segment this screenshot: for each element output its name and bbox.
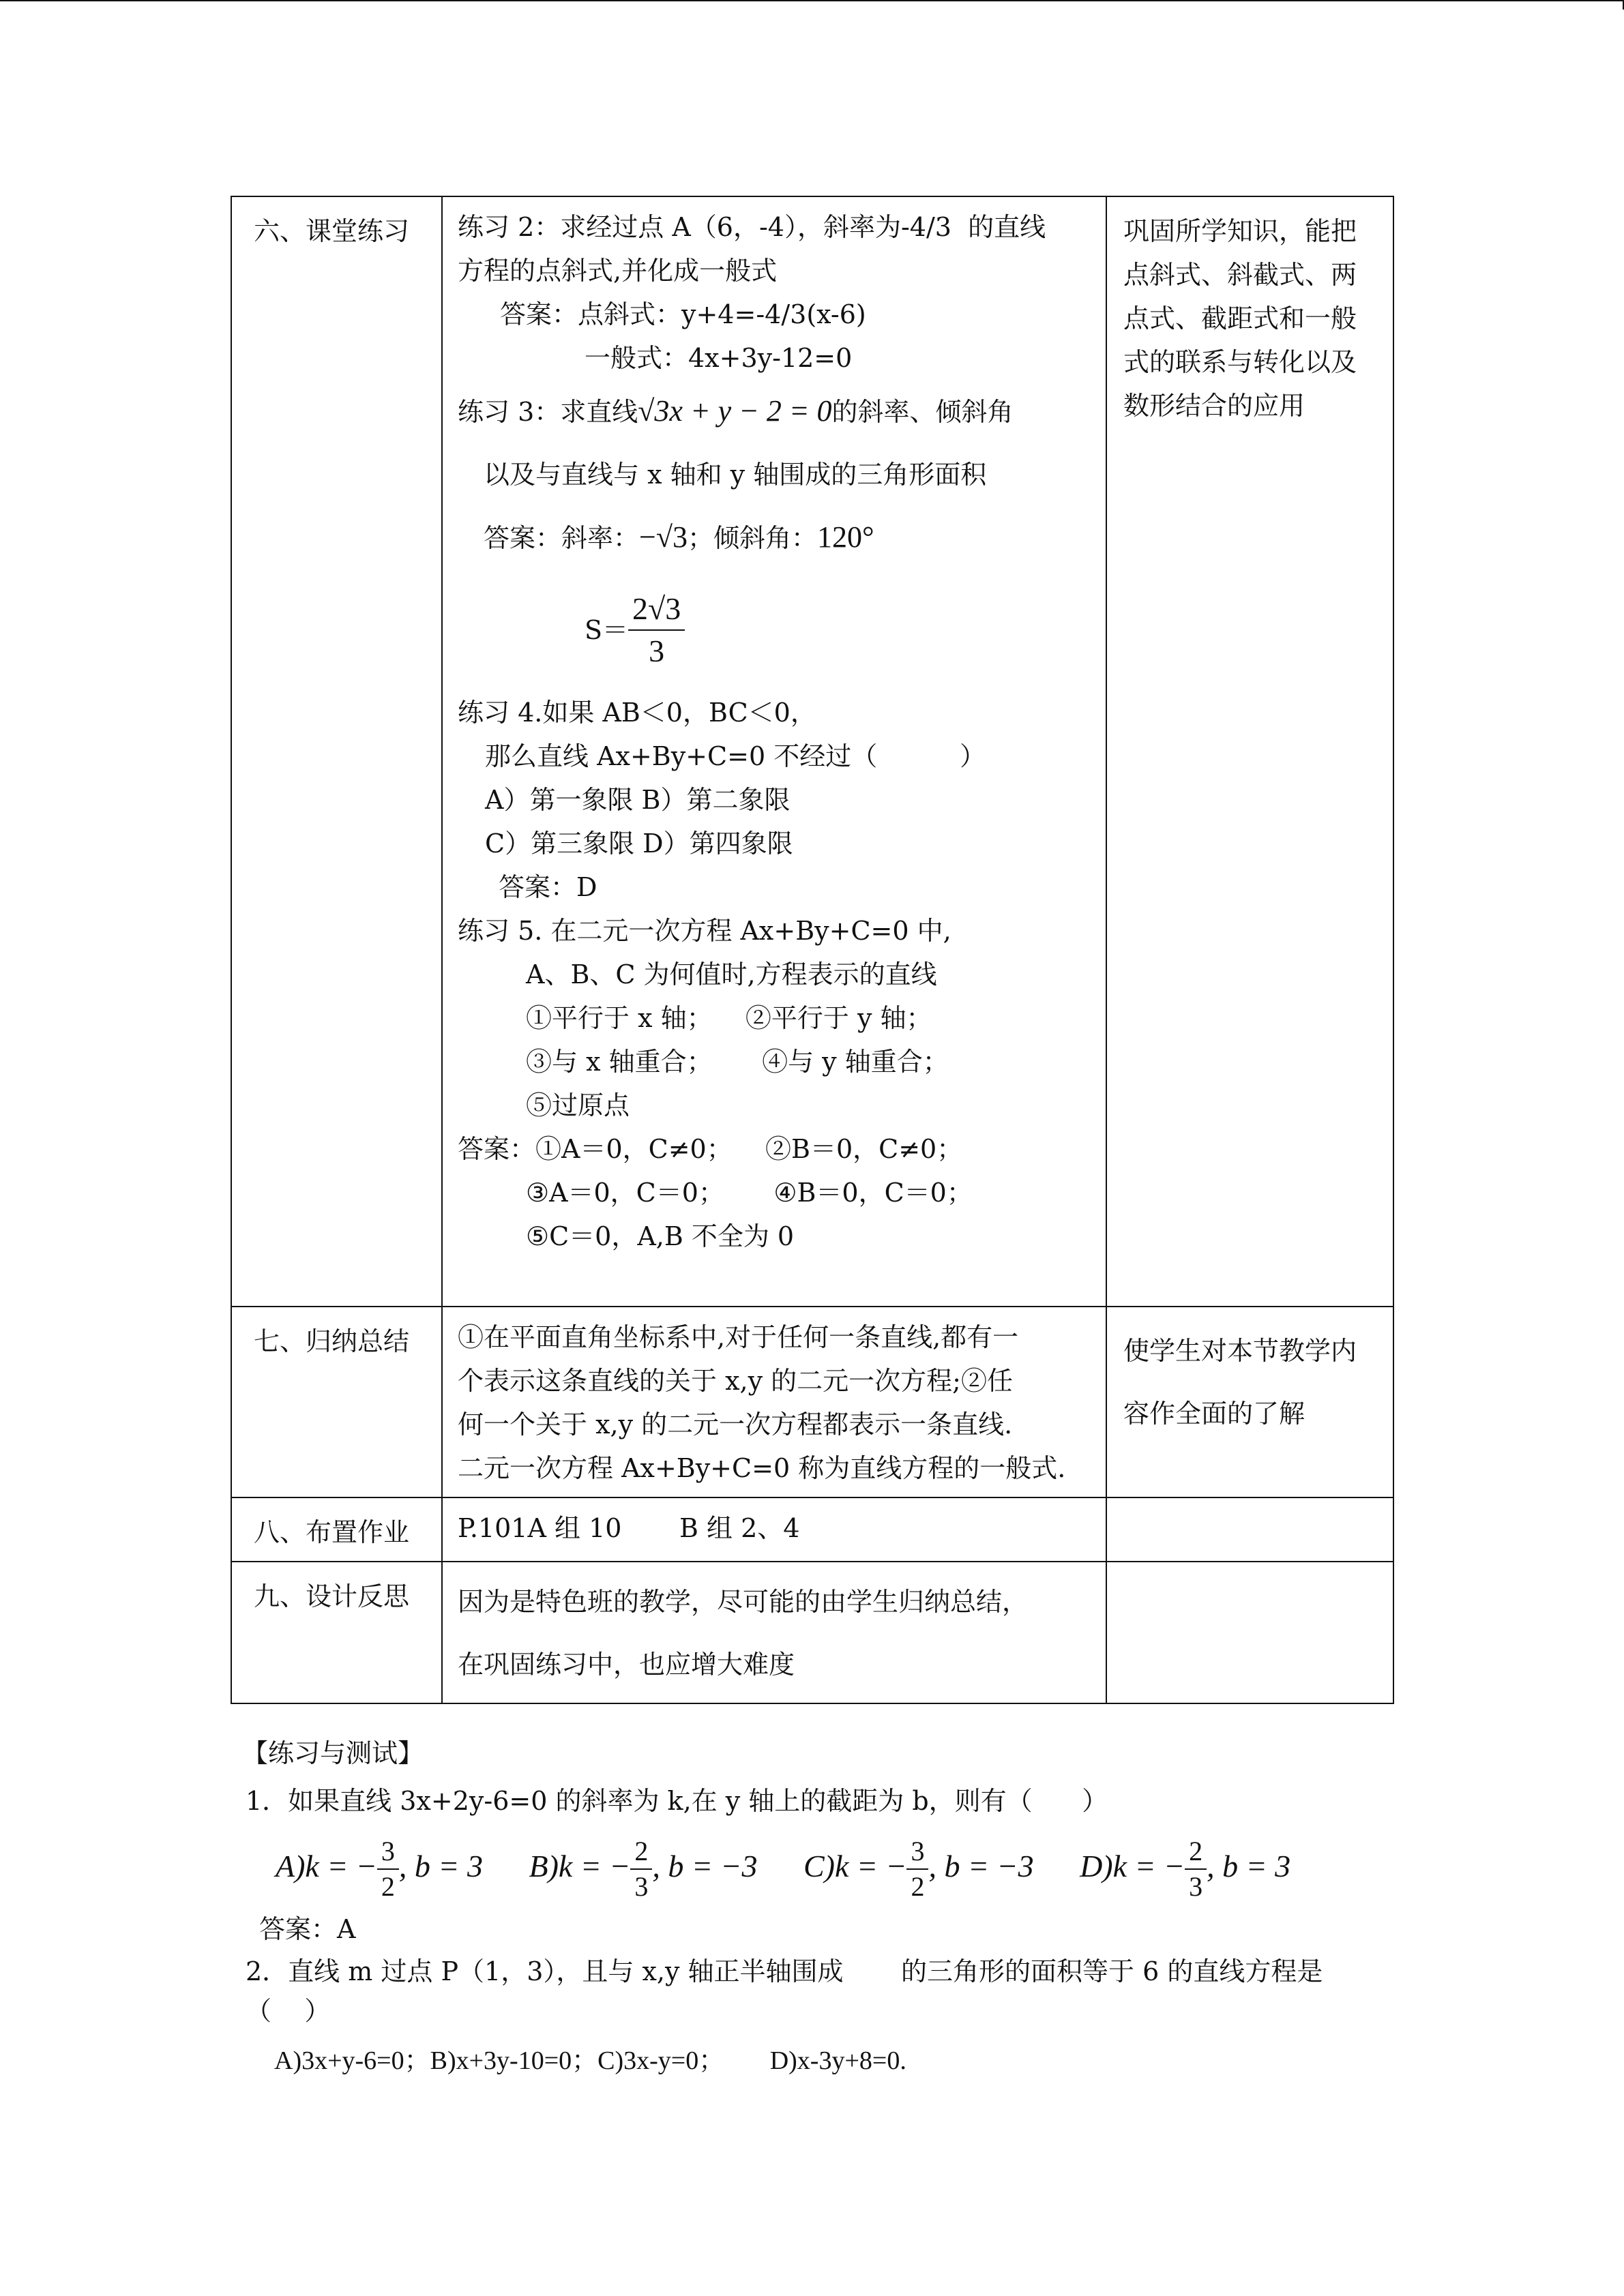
ex3-area [458, 569, 1099, 691]
option-suffix: , b = 3 [1207, 1848, 1291, 1883]
reflection-line: 因为是特色班的教学，尽可能的由学生归纳总结， [458, 1587, 1029, 1617]
fraction-denominator: 3 [634, 1871, 649, 1902]
question-2-line1: 2．直线 m 过点 P（1，3），且与 x,y 轴正半轴围成 的三角形的面积等于 6 的直线方程是 [246, 1956, 1323, 1986]
ex4-line3: A）第一象限 B）第二象限 [485, 785, 791, 815]
option-suffix: , b = 3 [398, 1848, 483, 1883]
row-homework [231, 1497, 1393, 1562]
option-suffix: , b = −3 [652, 1848, 758, 1883]
row-label: 八、布置作业 [231, 1497, 442, 1562]
ex2-line2: 方程的点斜式,并化成一般式 [458, 256, 778, 286]
fraction-numerator: 3 [906, 1834, 928, 1870]
ex4-line4: C）第三象限 D）第四象限 [485, 829, 793, 859]
ex3-area-fraction [628, 588, 685, 672]
question-2-line2: （ ） [246, 1996, 331, 2026]
option-fraction [1185, 1834, 1207, 1904]
note-line: 点斜式、斜截式、两 [1123, 260, 1357, 290]
fraction-denominator: 3 [1189, 1871, 1203, 1902]
homework-text: P.101A 组 10 B 组 2、4 [458, 1513, 800, 1543]
note-line: 容作全面的了解 [1123, 1399, 1305, 1429]
fraction-denominator: 2 [911, 1871, 925, 1902]
option-d [1080, 1836, 1291, 1902]
option-suffix: , b = −3 [928, 1848, 1034, 1883]
ex3-line2: 以及与直线与 x 轴和 y 轴围成的三角形面积 [484, 460, 987, 490]
ex3-equation: √3x + y − 2 = 0 [638, 394, 832, 428]
ex3-area-label: S＝ [585, 615, 629, 645]
purpose-note [1106, 1307, 1393, 1497]
fraction-numerator: 2√3 [628, 588, 685, 631]
option-a [276, 1836, 483, 1902]
ex3-answer-mid: ；倾斜角： [687, 523, 817, 553]
row-summary [231, 1307, 1393, 1497]
ex3-suffix: 的斜率、倾斜角 [831, 397, 1014, 427]
ex5-line3: ①平行于 x 轴； ②平行于 y 轴； [526, 1003, 932, 1033]
fraction-numerator: 3 [377, 1834, 399, 1870]
row-label: 九、设计反思 [231, 1562, 442, 1703]
ex3-prefix: 练习 3：求直线 [458, 397, 638, 427]
note-line: 式的联系与转化以及 [1123, 347, 1357, 377]
summary-content [442, 1307, 1106, 1497]
page-top-border [0, 0, 1624, 1]
ex5-line1: 练习 5. 在二元一次方程 Ax+By+C=0 中, [458, 916, 951, 946]
note-line: 使学生对本节教学内 [1123, 1336, 1357, 1366]
practice-section-title: 【练习与测试】 [242, 1738, 424, 1768]
ex3-answer [458, 506, 1099, 569]
option-fraction [906, 1834, 928, 1904]
option-b [529, 1836, 758, 1902]
homework-content [442, 1497, 1106, 1562]
ex5-answer1: 答案：①A＝0，C≠0； ②B＝0，C≠0； [458, 1134, 963, 1164]
summary-line: 何一个关于 x,y 的二元一次方程都表示一条直线. [458, 1410, 1013, 1440]
reflection-content [442, 1562, 1106, 1703]
ex5-answer3: ⑤C＝0，A,B 不全为 0 [526, 1221, 795, 1251]
fraction-denominator: 3 [649, 633, 665, 668]
ex4-answer: 答案：D [499, 872, 597, 902]
summary-line: ①在平面直角坐标系中,对于任何一条直线,都有一 [458, 1322, 1019, 1352]
row-label: 七、归纳总结 [231, 1307, 442, 1497]
ex3-line1 [458, 380, 1099, 443]
option-fraction [630, 1834, 652, 1904]
ex5-line2: A、B、C 为何值时,方程表示的直线 [526, 959, 937, 989]
ex3-answer-prefix: 答案：斜率： [484, 523, 640, 553]
row-reflection [231, 1562, 1393, 1703]
option-prefix: B)k = − [529, 1848, 631, 1883]
summary-line: 二元一次方程 Ax+By+C=0 称为直线方程的一般式. [458, 1453, 1066, 1483]
summary-line: 个表示这条直线的关于 x,y 的二元一次方程;②任 [458, 1366, 1013, 1396]
ex5-line5: ⑤过原点 [526, 1090, 630, 1120]
purpose-note [1106, 196, 1393, 1307]
exercise-content [442, 196, 1106, 1307]
note-line: 数形结合的应用 [1123, 391, 1305, 421]
question-1-answer: 答案：A [259, 1914, 356, 1944]
purpose-note [1106, 1562, 1393, 1703]
reflection-line: 在巩固练习中，也应增大难度 [458, 1650, 795, 1680]
ex5-line4: ③与 x 轴重合； ④与 y 轴重合； [526, 1047, 949, 1077]
option-prefix: A)k = − [276, 1848, 377, 1883]
option-prefix: C)k = − [803, 1848, 907, 1883]
fraction-numerator: 2 [1185, 1834, 1207, 1870]
ex3-slope: −√3 [639, 520, 688, 554]
row-classroom-practice [231, 196, 1393, 1307]
ex2-answer1: 答案：点斜式：y+4=-4/3(x-6) [500, 299, 866, 329]
question-1-options [276, 1834, 1329, 1904]
question-1: 1．如果直线 3x+2y-6=0 的斜率为 k,在 y 轴上的截距为 b，则有（ ） [246, 1786, 1108, 1816]
ex4-line1: 练习 4.如果 AB＜0，BC＜0， [458, 698, 816, 728]
question-2-options: A)3x+y-6=0；B)x+3y-10=0；C)3x-y=0； D)x-3y+8=0. [274, 2046, 906, 2075]
row-label: 六、课堂练习 [231, 196, 442, 1307]
ex5-answer2: ③A＝0，C＝0； ④B＝0，C＝0； [526, 1178, 973, 1208]
option-prefix: D)k = − [1080, 1848, 1185, 1883]
lesson-plan-table [231, 196, 1394, 1704]
ex4-line2: 那么直线 Ax+By+C=0 不经过（ ） [485, 741, 986, 771]
note-line: 巩固所学知识，能把 [1123, 216, 1357, 246]
note-line: 点式、截距式和一般 [1123, 303, 1357, 333]
ex3-angle: 120° [817, 520, 874, 554]
ex2-answer2: 一般式：4x+3y-12=0 [585, 343, 853, 373]
fraction-numerator: 2 [630, 1834, 652, 1870]
ex2-line1: 练习 2：求经过点 A（6，-4），斜率为-4/3 的直线 [458, 212, 1046, 242]
option-c [803, 1836, 1034, 1902]
option-fraction [377, 1834, 399, 1904]
fraction-denominator: 2 [381, 1871, 395, 1902]
purpose-note [1106, 1497, 1393, 1562]
